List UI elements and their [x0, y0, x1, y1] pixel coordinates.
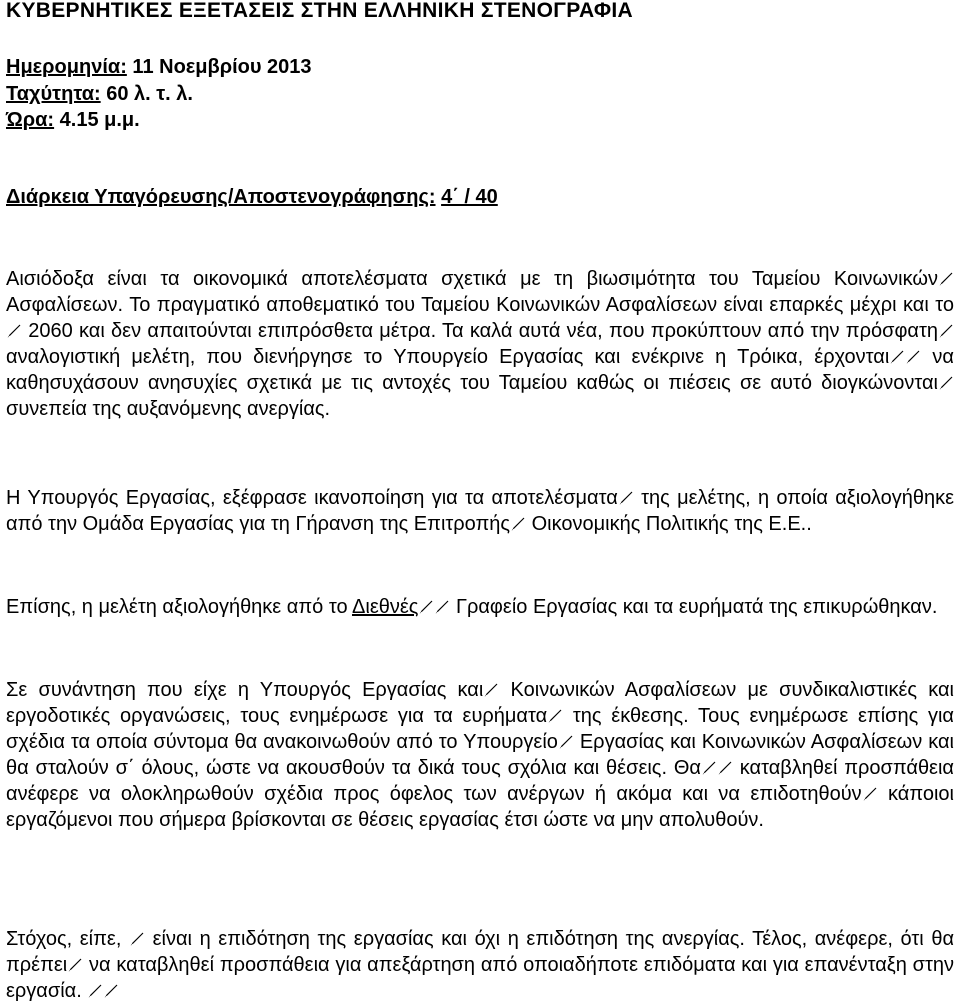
- pen-icon: [435, 600, 449, 614]
- text-segment: να καταβληθεί προσπάθεια για απεξάρτηση από οποιαδήποτε επιδόματα και για επανένταξη στην εργασία.: [6, 954, 954, 1002]
- pen-icon: [559, 735, 573, 749]
- pen-icon: [484, 683, 498, 697]
- date-value: 11 Νοεμβρίου 2013: [132, 56, 312, 78]
- time-label: Ώρα:: [6, 109, 55, 131]
- text-segment: Κοινωνικών Ασφαλίσεων με συνδικαλιστικές και εργοδοτικές οργανώσεις, τους ενημέρωσε για τα ευρήματα: [6, 679, 954, 727]
- text-segment: Αισιόδοξα είναι τα οικονομικά αποτελέσματα σχετικά με τη βιωσιμότητα του Ταμείου Κοινωνικών: [6, 268, 938, 290]
- pen-icon: [939, 324, 953, 338]
- text-segment: Επίσης, η μελέτη αξιολογήθηκε από το: [6, 596, 353, 618]
- duration-value: 4΄ / 40: [441, 186, 498, 208]
- duration-line: [6, 184, 498, 210]
- pen-icon: [130, 932, 144, 946]
- text-segment: Η Υπουργός Εργασίας, εξέφρασε ικανοποίηση για τα αποτελέσματα: [6, 487, 618, 509]
- speed-value: 60 λ. τ. λ.: [106, 83, 193, 105]
- speed-label: Ταχύτητα:: [6, 83, 101, 105]
- text-segment: να καθησυχάσουν ανησυχίες σχετικά με τις αντοχές του Ταμείου καθώς οι πιέσεις σε αυτό διογκώνονται: [6, 346, 954, 394]
- text-segment: κάποιοι εργαζόμενοι που σήμερα βρίσκονται σε θέσεις εργασίας έτσι ώστε να μην απολυθούν.: [6, 783, 954, 831]
- underlined-word: Διεθνές: [352, 596, 419, 618]
- pen-icon: [890, 350, 904, 364]
- text-segment: συνεπεία της αυξανόμενης ανεργίας.: [6, 398, 331, 420]
- time-line: [6, 107, 140, 133]
- pen-icon: [7, 324, 21, 338]
- text-segment: αναλογιστική μελέτη, που διενήργησε το Υπουργείο Εργασίας και ενέκρινε η Τρόικα, έρχονται: [6, 346, 890, 368]
- text-segment: Εργασίας και Κοινωνικών Ασφαλίσεων και θα σταλούν σ΄ όλους, ώστε να ακουσθούν τα δικά τους σχόλια και θέσεις. Θα: [6, 731, 954, 779]
- date-label: Ημερομηνία:: [6, 56, 127, 78]
- speed-line: [6, 81, 193, 107]
- time-value: 4.15 μ.μ.: [59, 109, 140, 131]
- text-segment: καταβληθεί προσπάθεια ανέφερε να ολοκληρωθούν σχέδια προς όφελος των ανέργων ή ακόμα και να επιδοτηθούν: [6, 757, 954, 805]
- pen-icon: [619, 491, 633, 505]
- text-segment: της έκθεσης. Τους ενημέρωσε επίσης για σχέδια τα οποία σύντομα θα ανακοινωθούν από το Υπουργείο: [6, 705, 954, 753]
- pen-icon: [104, 984, 118, 998]
- pen-icon: [548, 709, 562, 723]
- paragraph-2: [6, 485, 954, 537]
- paragraph-4: [6, 677, 954, 833]
- text-segment: Στόχος, είπε,: [6, 928, 122, 950]
- text-segment: Σε συνάντηση που είχε η Υπουργός Εργασίας και: [6, 679, 484, 701]
- pen-icon: [702, 761, 716, 775]
- pen-icon: [939, 272, 953, 286]
- text-segment: Οικονομικής Πολιτικής της Ε.Ε..: [526, 513, 812, 535]
- paragraph-5: [6, 926, 954, 1004]
- text-segment: 2060 και δεν απαιτούνται επιπρόσθετα μέτρα. Τα καλά αυτά νέα, που προκύπτουν από την πρόσφατη: [22, 320, 938, 342]
- pen-icon: [863, 787, 877, 801]
- pen-icon: [419, 600, 433, 614]
- pen-icon: [68, 958, 82, 972]
- paragraph-3: [6, 594, 954, 620]
- paragraph-1: [6, 266, 954, 422]
- date-line: [6, 54, 312, 80]
- text-segment: Ασφαλίσεων. Το πραγματικό αποθεματικό του Ταμείου Κοινωνικών Ασφαλίσεων είναι επαρκές μέχρι και το: [6, 294, 954, 316]
- pen-icon: [939, 376, 953, 390]
- pen-icon: [906, 350, 920, 364]
- text-segment: της μελέτης, η οποία αξιολογήθηκε από την Ομάδα Εργασίας για τη Γήρανση της Επιτροπής: [6, 487, 955, 535]
- pen-icon: [511, 517, 525, 531]
- page-title: ΚΥΒΕΡΝΗΤΙΚΕΣ ΕΞΕΤΑΣΕΙΣ ΣΤΗΝ ΕΛΛΗΝΙΚΗ ΣΤΕΝΟΓΡΑΦΙΑ: [6, 0, 633, 22]
- text-segment: είναι η επιδότηση της εργασίας και όχι η επιδότηση της ανεργίας. Τέλος, ανέφερε, ότι θα πρέπει: [6, 928, 955, 976]
- pen-icon: [88, 984, 102, 998]
- pen-icon: [718, 761, 732, 775]
- text-segment: Γραφείο Εργασίας και τα ευρήματά της επικυρώθηκαν.: [450, 596, 938, 618]
- duration-label: Διάρκεια Υπαγόρευσης/Αποστενογράφησης:: [6, 186, 436, 208]
